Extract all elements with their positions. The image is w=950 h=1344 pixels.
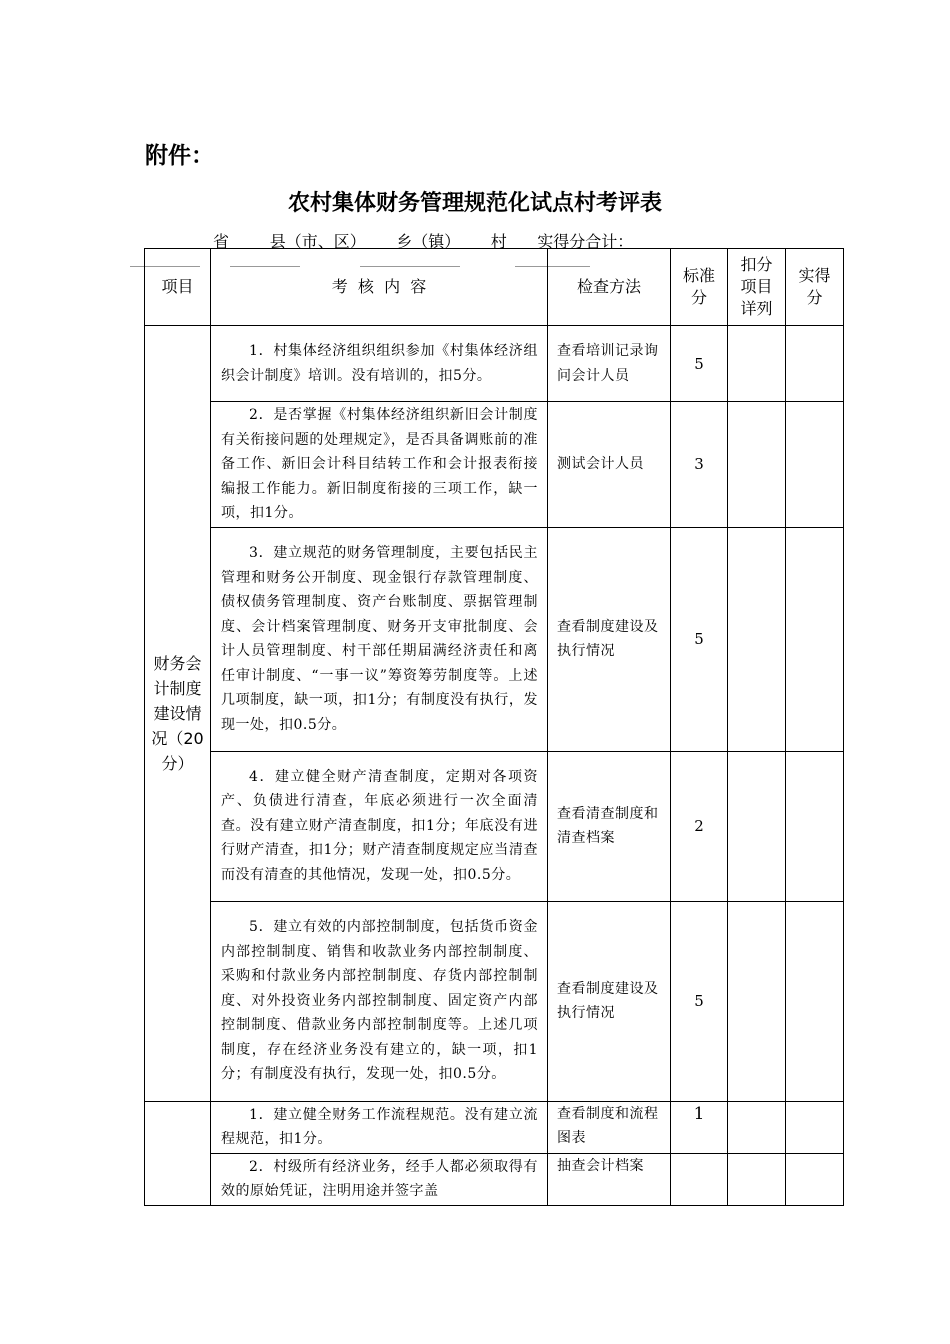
method-cell: 查看制度和流程图表	[548, 1101, 671, 1153]
category-cell	[145, 1101, 211, 1205]
content-cell: 4．建立健全财产清查制度，定期对各项资产、负债进行清查，年底必须进行一次全面清查。没有建立财产清查制度，扣1分；年底没有进行财产清查，扣1分；财产清查制度规定应当清查而没有清查的其他情况，发现一处，扣0.5分。	[211, 751, 548, 901]
standard-score-cell: 5	[671, 901, 728, 1101]
actual-score-cell	[786, 751, 844, 901]
deduct-cell	[728, 326, 786, 402]
method-cell: 测试会计人员	[548, 402, 671, 528]
method-cell: 查看培训记录询问会计人员	[548, 326, 671, 402]
standard-score-cell	[671, 1153, 728, 1205]
page-title: 农村集体财务管理规范化试点村考评表	[287, 191, 662, 216]
deduct-cell	[728, 1101, 786, 1153]
content-cell: 2．村级所有经济业务，经手人都必须取得有效的原始凭证，注明用途并签字盖	[211, 1153, 548, 1205]
annex-label: 附件：	[145, 143, 214, 169]
table-row	[145, 901, 844, 1101]
table-row	[145, 402, 844, 528]
actual-score-cell	[786, 402, 844, 528]
standard-score-cell: 5	[671, 527, 728, 751]
content-cell: 2．是否掌握《村集体经济组织新旧会计制度有关衔接问题的处理规定》，是否具备调账前的准备工作、新旧会计科目结转工作和会计报表衔接编报工作能力。新旧制度衔接的三项工作，缺一项，扣1分。	[211, 402, 548, 528]
header-actual: 实得分	[786, 249, 844, 326]
deduct-cell	[728, 901, 786, 1101]
header-item: 项目	[145, 249, 211, 326]
method-cell: 查看清查制度和清查档案	[548, 751, 671, 901]
header-method: 检查方法	[548, 249, 671, 326]
actual-score-cell	[786, 901, 844, 1101]
method-cell: 抽查会计档案	[548, 1153, 671, 1205]
category-cell: 财务会计制度建设情况（20分）	[145, 326, 211, 1102]
content-cell: 5．建立有效的内部控制制度，包括货币资金内部控制制度、销售和收款业务内部控制制度、采购和付款业务内部控制制度、存货内部控制制度、对外投资业务内部控制制度、固定资产内部控制制度、借款业务内部控制制度等。上述几项制度，存在经济业务没有建立的，缺一项，扣1分；有制度没有执行，发现一处，扣0.5分。	[211, 901, 548, 1101]
table-row	[145, 1101, 844, 1153]
standard-score-cell: 3	[671, 402, 728, 528]
actual-score-cell	[786, 1153, 844, 1205]
deduct-cell	[728, 1153, 786, 1205]
table-row	[145, 1153, 844, 1205]
header-deduct: 扣分项目详列	[728, 249, 786, 326]
content-cell: 1．村集体经济组织组织参加《村集体经济组织会计制度》培训。没有培训的，扣5分。	[211, 326, 548, 402]
standard-score-cell: 5	[671, 326, 728, 402]
location-line: 省 县（市、区） 乡（镇） 村 实得分合计：	[213, 232, 634, 251]
evaluation-table	[144, 248, 844, 1206]
header-standard: 标准分	[671, 249, 728, 326]
header-content: 考 核 内 容	[211, 249, 548, 326]
method-cell: 查看制度建设及执行情况	[548, 901, 671, 1101]
actual-score-cell	[786, 326, 844, 402]
deduct-cell	[728, 527, 786, 751]
actual-score-cell	[786, 527, 844, 751]
content-cell: 3．建立规范的财务管理制度，主要包括民主管理和财务公开制度、现金银行存款管理制度、债权债务管理制度、资产台账制度、票据管理制度、会计档案管理制度、财务开支审批制度、会计人员管理制度、村干部任期届满经济责任和离任审计制度、“一事一议”筹资筹劳制度等。上述几项制度，缺一项，扣1分；有制度没有执行，发现一处，扣0.5分。	[211, 527, 548, 751]
standard-score-cell: 2	[671, 751, 728, 901]
standard-score-cell: 1	[671, 1101, 728, 1153]
table-row	[145, 527, 844, 751]
method-cell: 查看制度建设及执行情况	[548, 527, 671, 751]
table-header-row	[145, 249, 844, 326]
deduct-cell	[728, 751, 786, 901]
deduct-cell	[728, 402, 786, 528]
table-row	[145, 751, 844, 901]
table-row	[145, 326, 844, 402]
actual-score-cell	[786, 1101, 844, 1153]
content-cell: 1．建立健全财务工作流程规范。没有建立流程规范，扣1分。	[211, 1101, 548, 1153]
